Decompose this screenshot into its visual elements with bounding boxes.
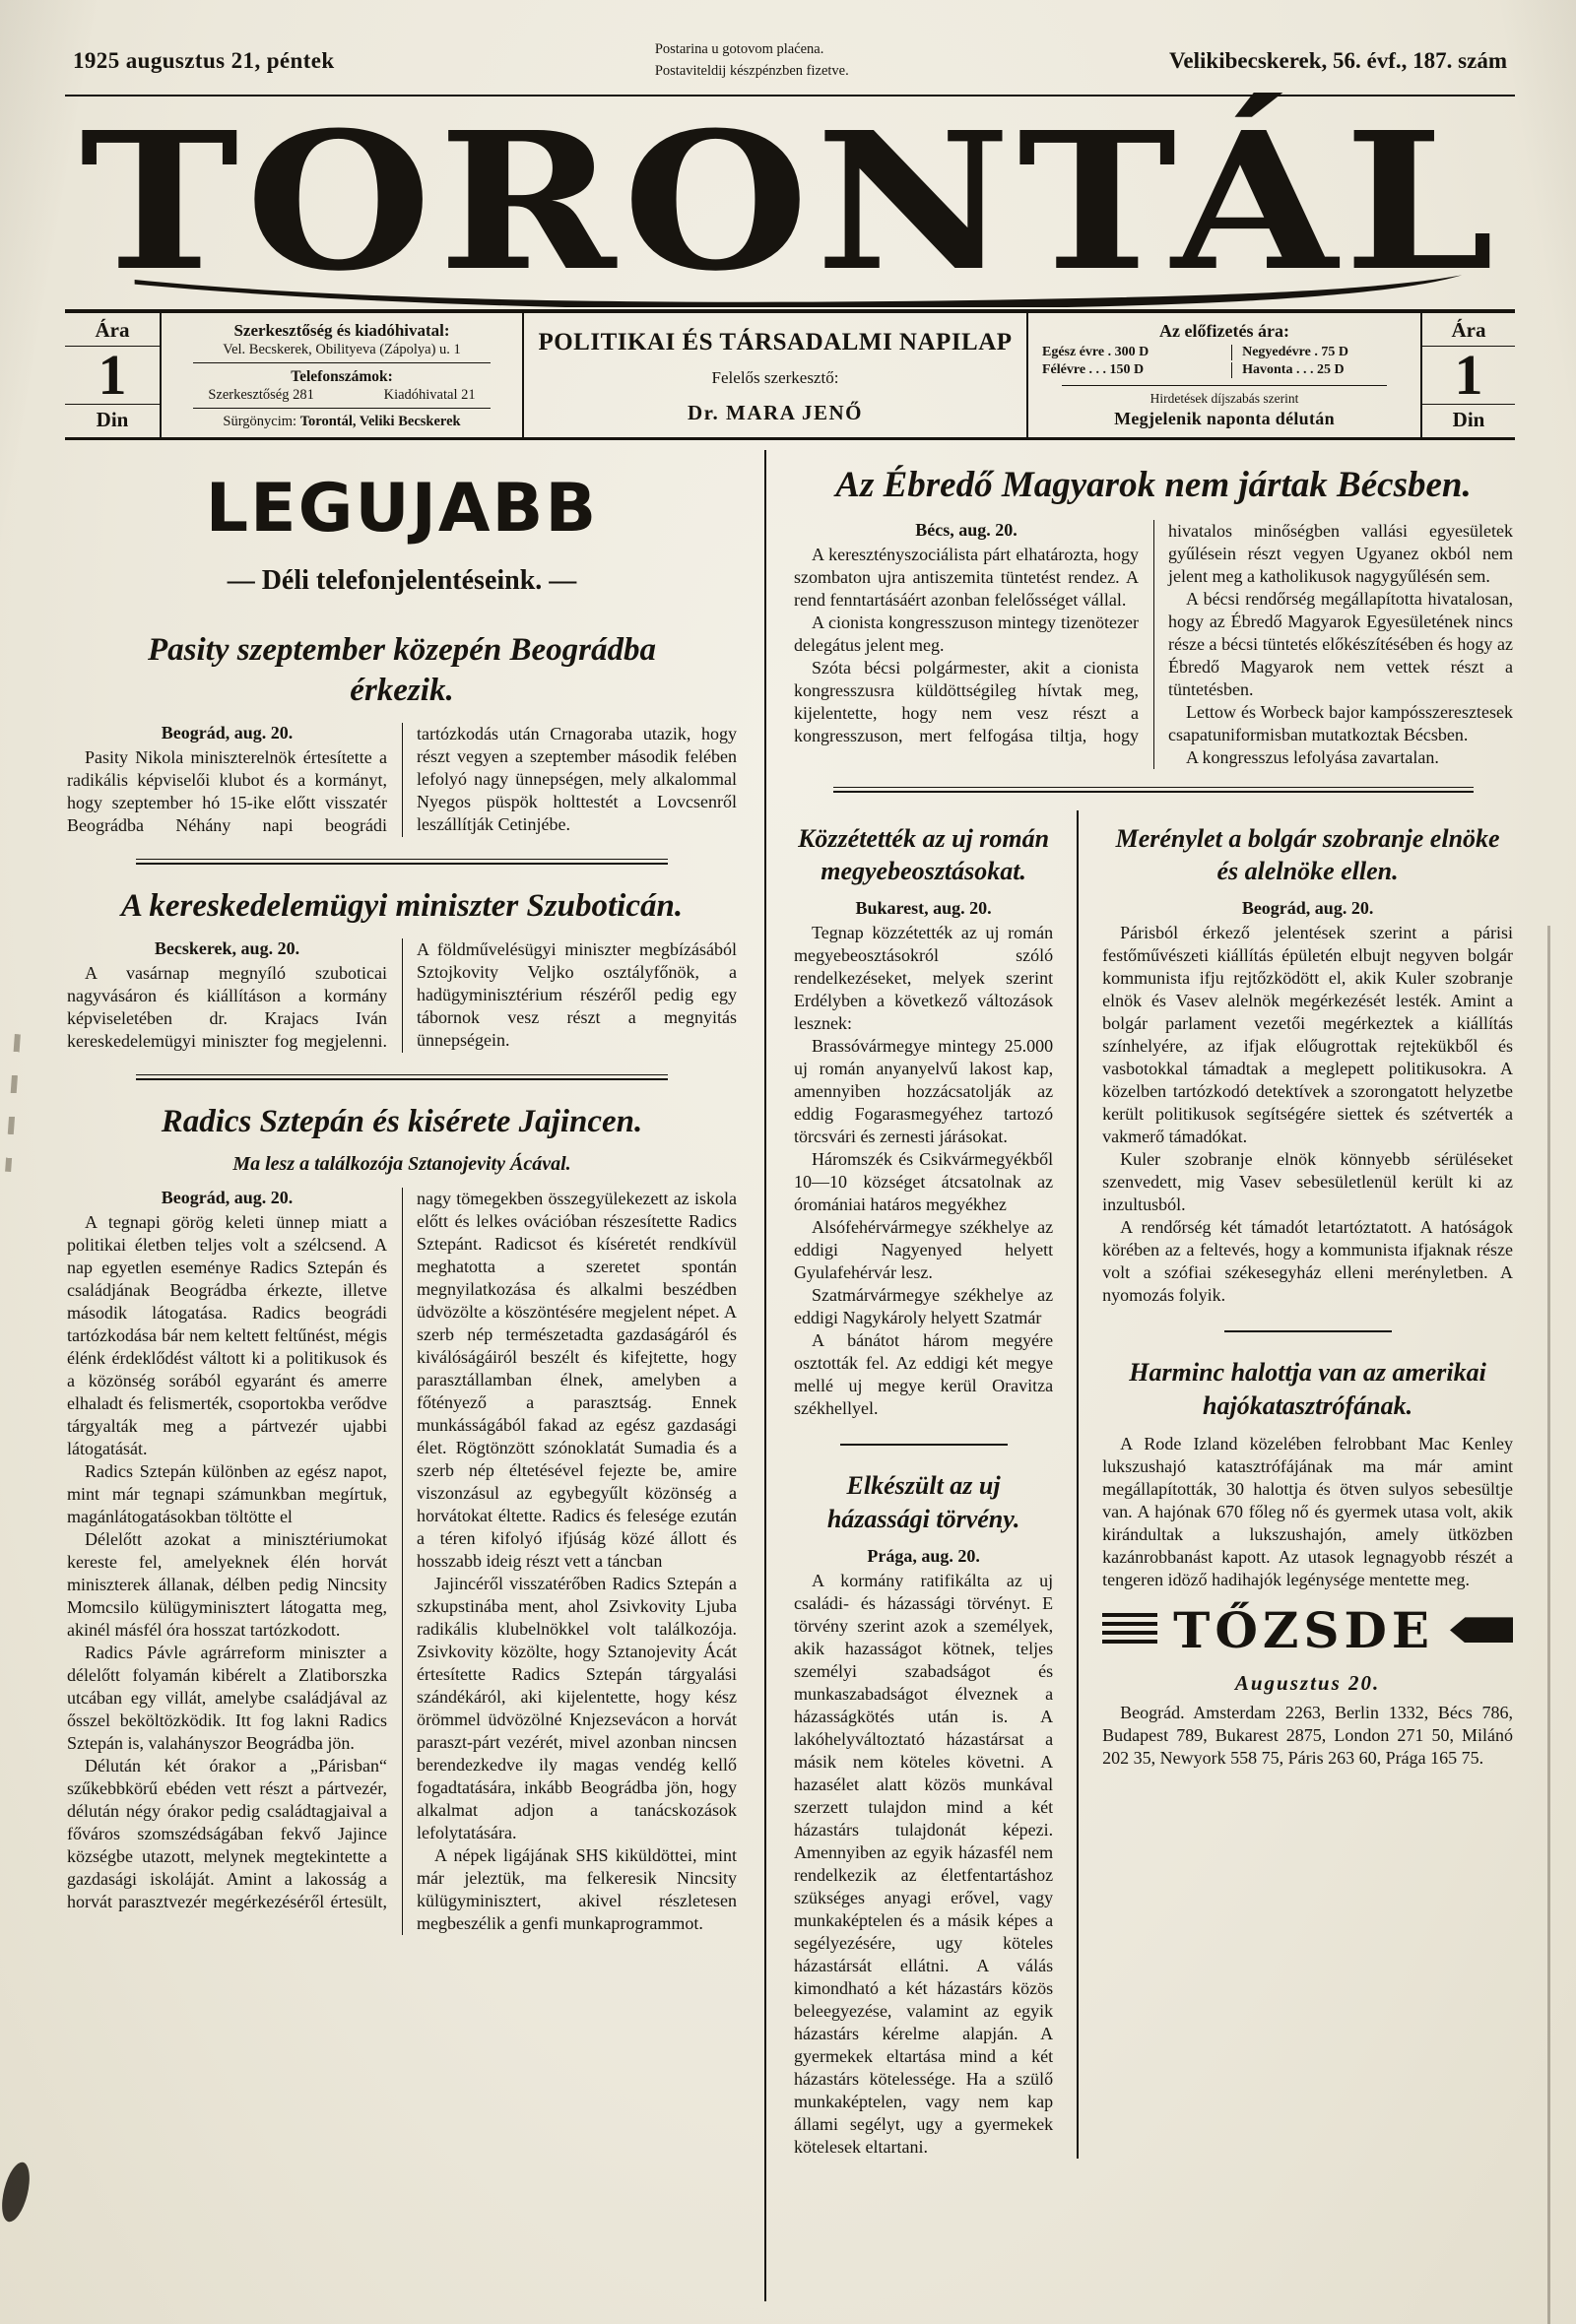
article-paragraphs [794, 1570, 1053, 2159]
dateline: Beográd, aug. 20. [161, 723, 294, 743]
divider [193, 362, 491, 363]
article-roman [794, 822, 1053, 1421]
body-paragraph: A bánátot három megyére osztották fel. Az eddigi két megye mellé uj megye kerül Oravitza székhellyel. [794, 1330, 1054, 1419]
rate-half-year: Félévre . . . 150 D [1042, 362, 1145, 378]
body-paragraph: A kongresszus lefolyása zavartalan. [1186, 746, 1439, 767]
section-title-legujabb: LEGUJABB [205, 469, 599, 548]
body-paragraph: A rendőrség két támadót letartóztatott. A hatóságok körében az a feltevés, hogy a kommunista ifjaknak része volt a szófiai székesegyház elleni merényletben. A nyomozás folyik. [1102, 1217, 1513, 1306]
content-area [65, 450, 1515, 2301]
scan-artifact [0, 2160, 34, 2225]
rightmost-column [1079, 810, 1513, 2159]
postage-line-1: Postarina u gotovom plaćena. [654, 41, 824, 57]
tozsde-stripes-ornament [1102, 1613, 1157, 1646]
article-merenylet [1102, 822, 1513, 1308]
article-paragraphs [1102, 1433, 1513, 1591]
paper-type-block [522, 313, 1026, 437]
article-body [794, 520, 1513, 769]
article-title: Radics Sztepán és kisérete Jajincen. [161, 1104, 643, 1140]
article-kereskedelmi [67, 886, 737, 1053]
topbar [65, 16, 1515, 95]
article-title: Harminc halottja van az amerikai hajókatasztrófának. [1129, 1358, 1486, 1421]
body-paragraph: A cionista kongresszuson mintegy tizenötezer delegátus jelent meg. [794, 612, 1139, 655]
article-title: A kereskedelemügyi miniszter Szuboticán. [120, 888, 684, 925]
left-column [65, 450, 766, 2301]
article-body [67, 1188, 737, 1935]
section-subtitle: — Déli telefonjelentéseink. — [227, 564, 577, 596]
rate-quarter: Negyedévre . 75 D [1231, 345, 1407, 360]
tozsde-dateline: Augusztus 20. [1234, 1670, 1381, 1695]
phones-heading: Telefonszámok: [291, 367, 393, 385]
divider [1062, 385, 1387, 386]
body-paragraph: A Rode Izland közelében felrobbant Mac Kenley lukszushajó katasztrófájának ma már amint megállapították, 30 halottja és ötven sulyos sebesültje van. A hajónak 670 főleg nő és gyermek utasa volt, akik kirándultak a lukszushajón, amely ütközben kazánrobbanást kapott. Az utasok legnagyobb részét a tengeren idöző hadihajók legénysége mentette meg. [1102, 1433, 1513, 1589]
price-value: 1 [98, 342, 127, 407]
body-paragraph: Radics Pávle agrárreform miniszter a délelőtt folyamán kibérelt a Zlatiborszka utcában egy villát, amelybe családjával az ősszel beköltözködik. Itt fog lakni Radics Sztepán is, valahányszor Beográdba jön. [67, 1642, 387, 1753]
price-label: Ára [65, 313, 160, 347]
postage-notice [655, 39, 849, 83]
office-heading: Szerkesztőség és kiadóhivatal: [233, 320, 450, 340]
editor-label: Felelős szerkesztő: [711, 368, 839, 388]
section-divider [136, 859, 668, 865]
dateline: Prága, aug. 20. [867, 1545, 980, 1566]
ads-note: Hirdetések díjszabás szerint [1149, 390, 1299, 406]
article-body [67, 938, 737, 1053]
price-box-left [65, 313, 160, 437]
body-paragraph: Lettow és Worbeck bajor kampósszeresztesek csapatuniformisban mutatkoztak Bécsben. [1168, 701, 1513, 744]
price-box-right [1420, 313, 1515, 437]
tozsde-flag-ornament [1450, 1617, 1513, 1643]
rate-full-year: Egész évre . 300 D [1042, 345, 1149, 360]
body-paragraph: Délelőtt azokat a minisztériumokat kereste fel, amelyeknek élén horvát miniszterek állanak, délben pedig Nincsity Momcsilo külügyminisztert látogatta meg, akinél másfél óra hosszat tartózkodott. [67, 1528, 387, 1640]
body-paragraph: Párisból érkező jelentések szerint a párisi festőművészeti kiállítás épületén elbujt negyven bolgár kommunista ifju rejtőzködött el, akik Kuler szobranje elnök és Vasev alelnök megérkezését lesték. Amint a bolgár parlament vezetői megérkeztek a kiállítás színhelyére, az ifjak előugrottak rejtekükből és vasbotokkal támadtak a meglepett politikusokra. A közelben tartózkodó detektívek a szorongatott helyzetbe került politikusok segítségére siettek és szétverték a vakmerő támadókat. [1102, 923, 1513, 1147]
masthead [65, 91, 1515, 313]
dateline: Bécs, aug. 20. [915, 519, 1018, 540]
edition-info: Velikibecskerek, 56. évf., 187. szám [1168, 47, 1507, 73]
body-paragraph: A bécsi rendőrség megállapította hivatalosan, hogy az Ébredő Magyarok Egyesületének nincs része a bécsi tüntetés előkészítésében és hogy az Ébredő Magyarok nem vettek részt a tüntetésben. [1168, 588, 1513, 699]
price-label: Ára [1422, 313, 1515, 347]
office-address: Vel. Becskerek, Obilityeva (Zápolya) u. 1 [223, 341, 461, 357]
body-paragraph: Háromszék és Csikvármegyékből 10—10 községet átcsatolnak az óromániai határos megyékhez [794, 1149, 1054, 1215]
telegram-address [173, 414, 510, 430]
body-paragraph: Tegnap közzétették az uj román megyebeosztásokról szóló rendelkezéseket, melyek szerint Erdélyben a következő változások lesznek: [794, 923, 1054, 1034]
subscription-heading: Az előfizetés ára: [1159, 320, 1289, 341]
dateline: Beográd, aug. 20. [1241, 898, 1374, 919]
article-divider [840, 1444, 1008, 1446]
body-paragraph: Pasity Nikola miniszterelnök értesítette a radikális képviselői klubot és a kormányt, hogy szeptember hó 15-ike előtt visszatér Beográdba Néhány napi beográdi tartózkodás után Crnagoraba utazik, hogy részt vegyen a szeptember második felében lefolyó nagy ünnepségen, mely alkalommal Nyegos püspök holttestét a Lovcsenről leszállítják Cetinjébe. [67, 724, 737, 836]
info-bar [65, 309, 1515, 440]
scan-artifact [1547, 926, 1550, 2324]
body-paragraph: Szatmárvármegye székhelye az eddigi Nagykároly helyett Szatmár [794, 1285, 1054, 1328]
body-paragraph: Jajincéről visszatérőben Radics Sztepán a szkupstinába ment, ahol Zsivkovity Ljuba radikális klubelnökkel volt találkozója. Zsivkovity közölte, hogy Sztanojevity Ácát értesítette Radics Sztepán tárgyalási szándékáról, aki kijelentette, hogy kész örömmel üdvözölné Knjezsevácon a horvát paraszt-párt vezérét, mivel azonban nincsen berendezkedve ily magas vendég kellő fogadtatására, inkább Beográdba jön, hogy alkalmat adjon a tanácskozások lefolytatására. [417, 1573, 737, 1842]
article-pasity [67, 630, 737, 838]
article-body [67, 723, 737, 837]
body-paragraph: Brassóvármegye mintegy 25.000 uj román anyanyelvű lakost kap, amennyiben hozzácsatolják az eddig Fogarasmegyéhez tartozó törcsvári és zernesti járásokat. [794, 1036, 1054, 1147]
article-title: Közzétették az uj román megyebeosztásokat. [798, 823, 1050, 886]
article-title: Merénylet a bolgár szobranje elnöke és alelnöke ellen. [1115, 823, 1500, 886]
subscription-info [1026, 313, 1420, 437]
price-unit: Din [1422, 404, 1515, 437]
tozsde-title: TŐZSDE [1173, 1600, 1434, 1659]
dateline: Bukarest, aug. 20. [855, 898, 992, 919]
body-paragraph: A tegnapi görög keleti ünnep miatt a politikai életben teljes volt a szélcsend. A nap egyetlen eseménye Radics Sztepán és családjának Beográdba érkezte, illetve második látogatása. Radics beográdi tartózkodása bár nem keltett feltűnést, mégis élénk érdeklődést váltott ki a politikusok és a közönség sorából egyaránt és amerre elhaladt és felismerték, csoportokba verődve tárgyalták meg a pártvezér ujabbi látogatását. [67, 1211, 387, 1458]
newspaper-title: TORONTÁL [79, 91, 1501, 313]
divider [193, 408, 491, 409]
body-paragraph: A kormány ratifikálta az uj családi- és házassági törvényt. E törvény szerint azok a személyek, akik hazasságot kötnek, teljes személyi szabadságot és munkaszabadságot élveznek a házasságkötés után is. A lakóhelyváltoztató házastársat a másik nem köteles követni. A hazasélet alatt közös munkával szerzett tulajdon mind a két házastárs tulajdonát képezi. Amennyiben az egyik házasfél nem rendelkezik az életfentartáshoz szükséges anyagi erővel, vagy munkaképtelen és a másik képes a segélyezésére, ugy köteles házastársát ellátni. A válás kimondható a két házastárs közös beleegyezése, valamint az egyik házastárs kérelme alapján. A gyermekek eltartása mind a két házastárs kötelessége. Ha a szülő munkaképtelen, vagy nem kap állami segélyt, ugy a gyermekek kötelesek eltartani. [794, 1570, 1054, 2157]
dateline: Beográd, aug. 20. [161, 1187, 294, 1207]
body-paragraph: A vasárnap megnyíló szuboticai nagyvásáron és kiállításon a kormány képviseletében dr. Krajacs Iván kereskedelemügyi miniszter fog megjelenni. A földművelésügyi miniszter megbízásából Sztojkovity Veljko osztályfőnök, a hadügyminisztérium részéről pedig egy tábornok vesz részt a megnyitás ünnepségein. [67, 939, 737, 1052]
section-divider [136, 1074, 668, 1080]
tozsde-body [1102, 1702, 1513, 1770]
rate-month: Havonta . . . 25 D [1231, 362, 1407, 378]
telegram-value: Torontál, Veliki Becskerek [299, 413, 461, 429]
tozsde-section [1102, 1601, 1513, 1770]
body-paragraph: A népek ligájának SHS kiküldöttei, mint már jeleztük, ma felkeresik Nincsity külügyminisztert, akivel részletesen megbeszélik a genfi munkaprogrammot. [417, 1844, 737, 1933]
article-divider [1224, 1330, 1392, 1332]
subscription-rates [1042, 345, 1407, 378]
body-paragraph: Radics Sztepán különben az egész napot, mint már tegnapi számunkban megírtuk, magánlátogatásokban töltötte el [67, 1460, 387, 1526]
article-hajo [1102, 1356, 1513, 1591]
article-title: Az Ébredő Magyarok nem jártak Bécsben. [835, 464, 1472, 505]
article-paragraphs [1102, 922, 1513, 1307]
article-paragraphs [67, 1188, 737, 1935]
section-divider [833, 787, 1474, 793]
phones-row [173, 387, 510, 404]
body-paragraph: Alsófehérvármegye székhelye az eddigi Nagyenyed helyett Gyulafehérvár lesz. [794, 1217, 1054, 1283]
editor-name: Dr. MARA JENŐ [688, 400, 863, 424]
article-hazassagi [794, 1469, 1053, 2159]
phone-editorial: Szerkesztőség 281 [208, 386, 314, 403]
paper-type: POLITIKAI ÉS TÁRSADALMI NAPILAP [538, 328, 1013, 355]
phone-publisher: Kiadóhivatal 21 [383, 386, 476, 403]
article-paragraphs [794, 922, 1053, 1420]
body-paragraph: Délután két órakor a „Párisban“ szűkebbkörű ebéden vett részt a pártvezér, délután négy órakor pedig családtagjaival a főváros szomszédságában fekvő Jajince községbe utazott, melynek megtekintette a gazdasági iskoláját. Amint a lakosság a horvát parasztvezér megérkezéséről értesült, nagy tömegekben összegyülekezett az iskola előtt és lelkes ovációban részesítette Radics Sztepánt. Radicsot és kíséretét rendkívül meghatotta a szeretet spontán megnyilatkozása és alkalmi beszédben üdvözölte a köszöntésére megjelent népet. A szerb nép természetadta gazdaságáról és kiválóságáiról beszélt és kifejtette, hogy parasztállamban élnek, amelyben a főtényező a parasztság. Ennek munkásságából fakad az egész gazdasági élet. Rögtönzött szónoklatát Sumadia és a szerb nép éltetésével fejezte be, amire viszonzásul az egybegyűlt közönség a horvátokat éltette. Radics és felesége ezután a téren kifolyó ifjúság közé állott és hosszabb ideig részt vett a táncban [67, 1188, 737, 1911]
dateline: Becskerek, aug. 20. [154, 938, 300, 959]
publication-date: 1925 augusztus 21, péntek [73, 47, 335, 73]
body-paragraph: A keresztényszociálista párt elhatározta, hogy szombaton ujra antiszemita tüntetést rendez. A rend fenntartásáért azonban felelősséget vállal. [794, 544, 1139, 610]
article-radics [67, 1102, 737, 1934]
right-area [766, 450, 1515, 2301]
appearance-note: Megjelenik naponta délután [1114, 408, 1335, 428]
article-ebredo [794, 464, 1513, 769]
postage-line-2: Postaviteldij készpénzben fizetve. [654, 62, 849, 79]
telegram-label: Sürgönycim: [223, 413, 297, 429]
article-subtitle: Ma lesz a találkozója Sztanojevity Ácával. [232, 1152, 571, 1175]
body-paragraph: Kuler szobranje elnök könnyebb sérüléseket szenvedett, mig Vasev sebesületlenül került ki az inzultusból. [1102, 1149, 1513, 1215]
middle-column [794, 810, 1079, 2159]
body-paragraph: Szóta bécsi polgármester, akit a cionista kongresszusra küldöttségileg hívtak meg, kijelentette, hogy nem vesz részt a kongresszuson, mert felfogása tiltja, hogy hivatalos minőségben vallási egyesületek gyűlésein részt vegyen Ugyanez okból nem jelent meg a katholikusok nagygyűlésén sem. [794, 520, 1513, 745]
article-title: Pasity szeptember közepén Beográdba érkezik. [147, 631, 657, 708]
price-unit: Din [65, 404, 160, 437]
tozsde-header [1102, 1601, 1513, 1659]
right-split [794, 810, 1513, 2159]
scan-artifact [5, 1034, 21, 1172]
price-value: 1 [1454, 342, 1483, 407]
office-info [160, 313, 522, 437]
article-title: Elkészült az uj házassági törvény. [826, 1471, 1020, 1534]
article-paragraphs [794, 520, 1513, 769]
exchange-rates: Beográd. Amsterdam 2263, Berlin 1332, Bécs 786, Budapest 789, Bukarest 2875, London 271 50, Milánó 202 35, Newyork 558 75, Páris 263 60, Prága 165 75. [1102, 1702, 1513, 1768]
